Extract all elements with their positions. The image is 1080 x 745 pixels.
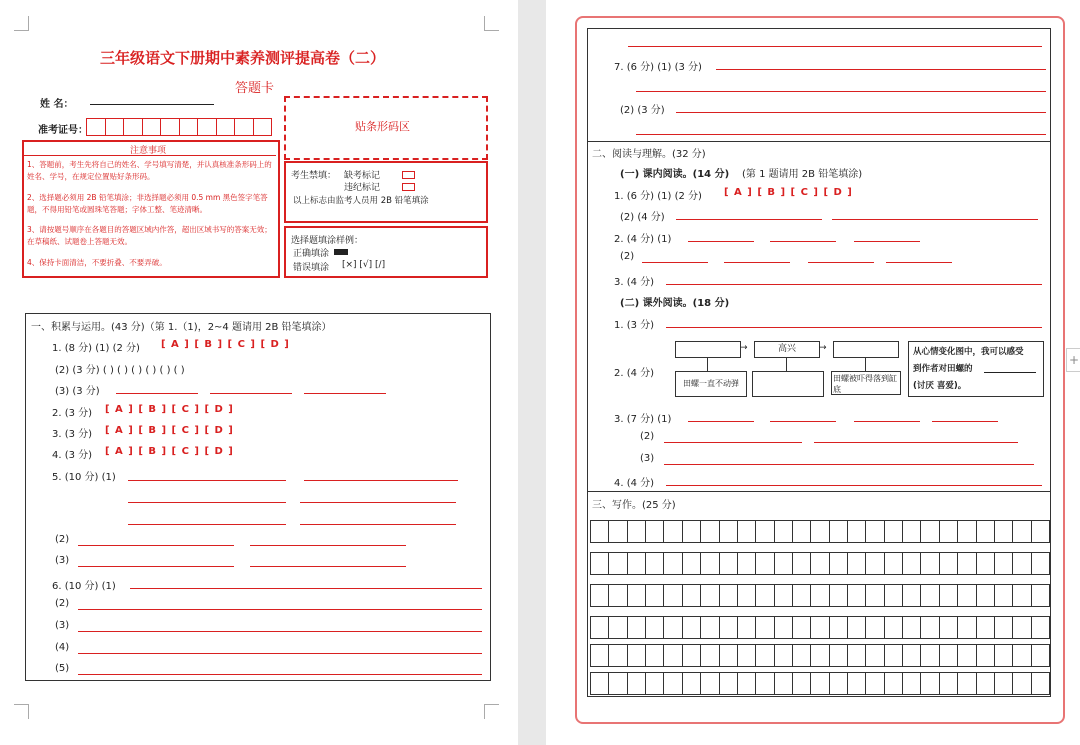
answer-line[interactable] [666, 327, 1042, 328]
q5-2-label: (2) [55, 534, 70, 545]
flow-box-left [675, 371, 747, 397]
q6-3-label: (3) [55, 620, 70, 631]
section1-title: 一、积累与运用。(43 分)（第 1.（1)，2~4 题请用 2B 铅笔填涂） [31, 322, 332, 333]
e2-label: 2. (4 分) [614, 368, 655, 379]
answer-line[interactable] [78, 566, 234, 567]
flow-connector [865, 357, 866, 371]
ticket-number-boxes[interactable] [86, 118, 272, 136]
part2-title: (二) 课外阅读。(18 分) [620, 298, 730, 309]
answer-line[interactable] [676, 219, 822, 220]
answer-line[interactable] [78, 609, 482, 610]
notice-item: 3、请按题号顺序在各题目的答题区域内作答，超出区域书写的答案无效；在草稿纸、试题卷上答题无效。 [27, 225, 272, 246]
r2-2-label: (2) [620, 251, 635, 262]
r1-label: 1. (6 分) (1) (2 分) [614, 191, 702, 202]
q6-label: 6. (10 分) (1) [52, 581, 116, 592]
answer-line[interactable] [854, 421, 920, 422]
writing-grid-row[interactable] [590, 644, 1050, 667]
writing-grid-row[interactable] [590, 672, 1050, 695]
flow-connector [707, 357, 708, 371]
corner-mark [484, 16, 499, 31]
answer-line[interactable] [724, 262, 790, 263]
absent-checkbox[interactable] [402, 171, 415, 179]
answer-line[interactable] [304, 480, 458, 481]
violation-label: 违纪标记 [344, 183, 381, 193]
answer-line[interactable] [300, 502, 456, 503]
flow-side-text: (讨厌 喜爱)。 [913, 381, 967, 391]
corner-mark [14, 704, 29, 719]
absent-title: 考生禁填： [291, 171, 337, 181]
flow-box-empty[interactable] [752, 371, 824, 397]
answer-line[interactable] [130, 588, 482, 589]
q5-3-label: (3) [55, 555, 70, 566]
part1-note: (第 1 题请用 2B 铅笔填涂) [742, 169, 863, 180]
violation-checkbox[interactable] [402, 183, 415, 191]
flow-box-middle [754, 341, 820, 358]
left-page [0, 0, 518, 745]
answer-line[interactable] [250, 545, 406, 546]
answer-line[interactable] [78, 545, 234, 546]
q6-2-label: (2) [55, 598, 70, 609]
section-divider [587, 491, 1050, 492]
arrow-right-icon: → [819, 343, 827, 353]
e4-label: 4. (4 分) [614, 478, 655, 489]
writing-grid-row[interactable] [590, 584, 1050, 607]
notice-title: 注意事项 [130, 146, 167, 156]
q4-label: 4. (3 分) [52, 450, 93, 461]
notice-item: 4、保持卡面清洁，不要折叠、不要弄破。 [27, 258, 167, 267]
arrow-right-icon: → [740, 343, 748, 353]
answer-line[interactable] [128, 480, 286, 481]
fill-correct-sample [334, 249, 348, 255]
answer-line[interactable] [832, 219, 1038, 220]
answer-line[interactable] [666, 284, 1042, 285]
flow-middle-label: 高兴 [777, 344, 796, 354]
page-title: 三年级语文下册期中素养测评提高卷（二） [100, 49, 386, 67]
writing-grid-row[interactable] [590, 552, 1050, 575]
flow-right-label: 田螺被吓得落到缸底 [833, 374, 897, 394]
q2-label: 2. (3 分) [52, 408, 93, 419]
answer-line[interactable] [808, 262, 874, 263]
section-divider [587, 141, 1050, 142]
fill-sample-title: 选择题填涂样例： [291, 236, 364, 246]
r2-label: 2. (4 分) (1) [614, 234, 672, 245]
answer-line[interactable] [128, 502, 286, 503]
e3-2-label: (2) [640, 431, 655, 442]
corner-mark [484, 704, 499, 719]
answer-line[interactable] [688, 421, 754, 422]
notice-item: 1、答题前，考生先将自己的姓名、学号填写清楚，并认真核准条形码上的姓名、学号，在规定位置贴好条形码。 [27, 160, 272, 181]
e3-3-label: (3) [640, 453, 655, 464]
writing-grid-row[interactable] [590, 616, 1050, 639]
answer-line[interactable] [716, 69, 1046, 70]
q3-options[interactable]: [ A ] [ B ] [ C ] [ D ] [105, 425, 234, 436]
answer-card-subtitle: 答题卡 [235, 81, 275, 96]
add-page-button[interactable]: + [1066, 348, 1080, 372]
answer-line[interactable] [676, 112, 1046, 113]
absent-note: 以上标志由监考人员用 2B 铅笔填涂 [293, 196, 429, 206]
answer-line[interactable] [78, 653, 482, 654]
answer-line[interactable] [116, 393, 198, 394]
fill-wrong-label: 错误填涂 [293, 263, 330, 273]
flow-box-empty[interactable] [833, 341, 899, 358]
answer-line[interactable] [664, 464, 1034, 465]
answer-line[interactable] [854, 241, 920, 242]
answer-line[interactable] [642, 262, 708, 263]
q4-options[interactable]: [ A ] [ B ] [ C ] [ D ] [105, 446, 234, 457]
answer-line[interactable] [664, 442, 802, 443]
q6-5-label: (5) [55, 663, 70, 674]
flow-box-right [831, 371, 901, 395]
answer-line[interactable] [770, 241, 836, 242]
answer-line[interactable] [300, 524, 456, 525]
q5-label: 5. (10 分) (1) [52, 472, 116, 483]
flow-box-empty[interactable] [675, 341, 741, 358]
answer-line[interactable] [304, 393, 386, 394]
answer-line[interactable] [78, 674, 482, 675]
name-label: 姓 名： [40, 99, 74, 110]
q7-2-label: (2) (3 分) [620, 105, 665, 116]
q1-2-label: (2) (3 分) ( ) ( ) ( ) ( ) ( ) ( ) [55, 365, 185, 376]
absent-label: 缺考标记 [344, 171, 381, 181]
answer-line[interactable] [636, 134, 1046, 135]
q1-options[interactable]: [ A ] [ B ] [ C ] [ D ] [161, 339, 290, 350]
section3-title: 三、写作。(25 分) [592, 500, 676, 511]
q2-options[interactable]: [ A ] [ B ] [ C ] [ D ] [105, 404, 234, 415]
q1-3-label: (3) (3 分) [55, 386, 100, 397]
answer-line[interactable] [78, 631, 482, 632]
fill-correct-label: 正确填涂 [293, 249, 330, 259]
flow-left-label: 田螺一直不动弹 [683, 379, 739, 388]
ticket-label: 准考证号： [38, 125, 88, 136]
flow-side-text: 到作者对田螺的 [913, 364, 973, 374]
answer-line[interactable] [128, 524, 286, 525]
r1-options[interactable]: [ A ] [ B ] [ C ] [ D ] [724, 187, 853, 198]
answer-line[interactable] [210, 393, 292, 394]
answer-line[interactable] [688, 241, 754, 242]
q7-label: 7. (6 分) (1) (3 分) [614, 62, 702, 73]
r1-2-label: (2) (4 分) [620, 212, 665, 223]
flow-answer-line[interactable] [984, 372, 1036, 373]
q1-label: 1. (8 分) (1) (2 分) [52, 343, 140, 354]
q6-4-label: (4) [55, 642, 70, 653]
answer-line[interactable] [636, 91, 1046, 92]
barcode-label: 贴条形码区 [355, 120, 410, 133]
answer-line[interactable] [666, 485, 1042, 486]
e1-label: 1. (3 分) [614, 320, 655, 331]
q3-label: 3. (3 分) [52, 429, 93, 440]
e3-label: 3. (7 分) (1) [614, 414, 672, 425]
name-field[interactable] [90, 104, 214, 105]
answer-line[interactable] [932, 421, 998, 422]
notice-item: 2、选择题必须用 2B 铅笔填涂；非选择题必须用 0.5 mm 黑色签字笔答题，不得用铅笔或圆珠笔答题；字体工整、笔迹清晰。 [27, 193, 268, 214]
notice-divider [24, 155, 276, 156]
corner-mark [14, 16, 29, 31]
answer-line[interactable] [886, 262, 952, 263]
section2-title: 二、阅读与理解。(32 分) [592, 149, 706, 160]
flow-connector [786, 357, 787, 371]
answer-line[interactable] [250, 566, 406, 567]
part1-title: (一) 课内阅读。(14 分) [620, 169, 730, 180]
fill-wrong-samples: [×] [√] [/] [342, 260, 386, 270]
writing-grid-row[interactable] [590, 520, 1050, 543]
answer-line[interactable] [814, 442, 1018, 443]
answer-line[interactable] [770, 421, 836, 422]
r3-label: 3. (4 分) [614, 277, 655, 288]
flow-side-text: 从心情变化图中，我可以感受 [913, 347, 1024, 357]
answer-line[interactable] [628, 46, 1042, 47]
